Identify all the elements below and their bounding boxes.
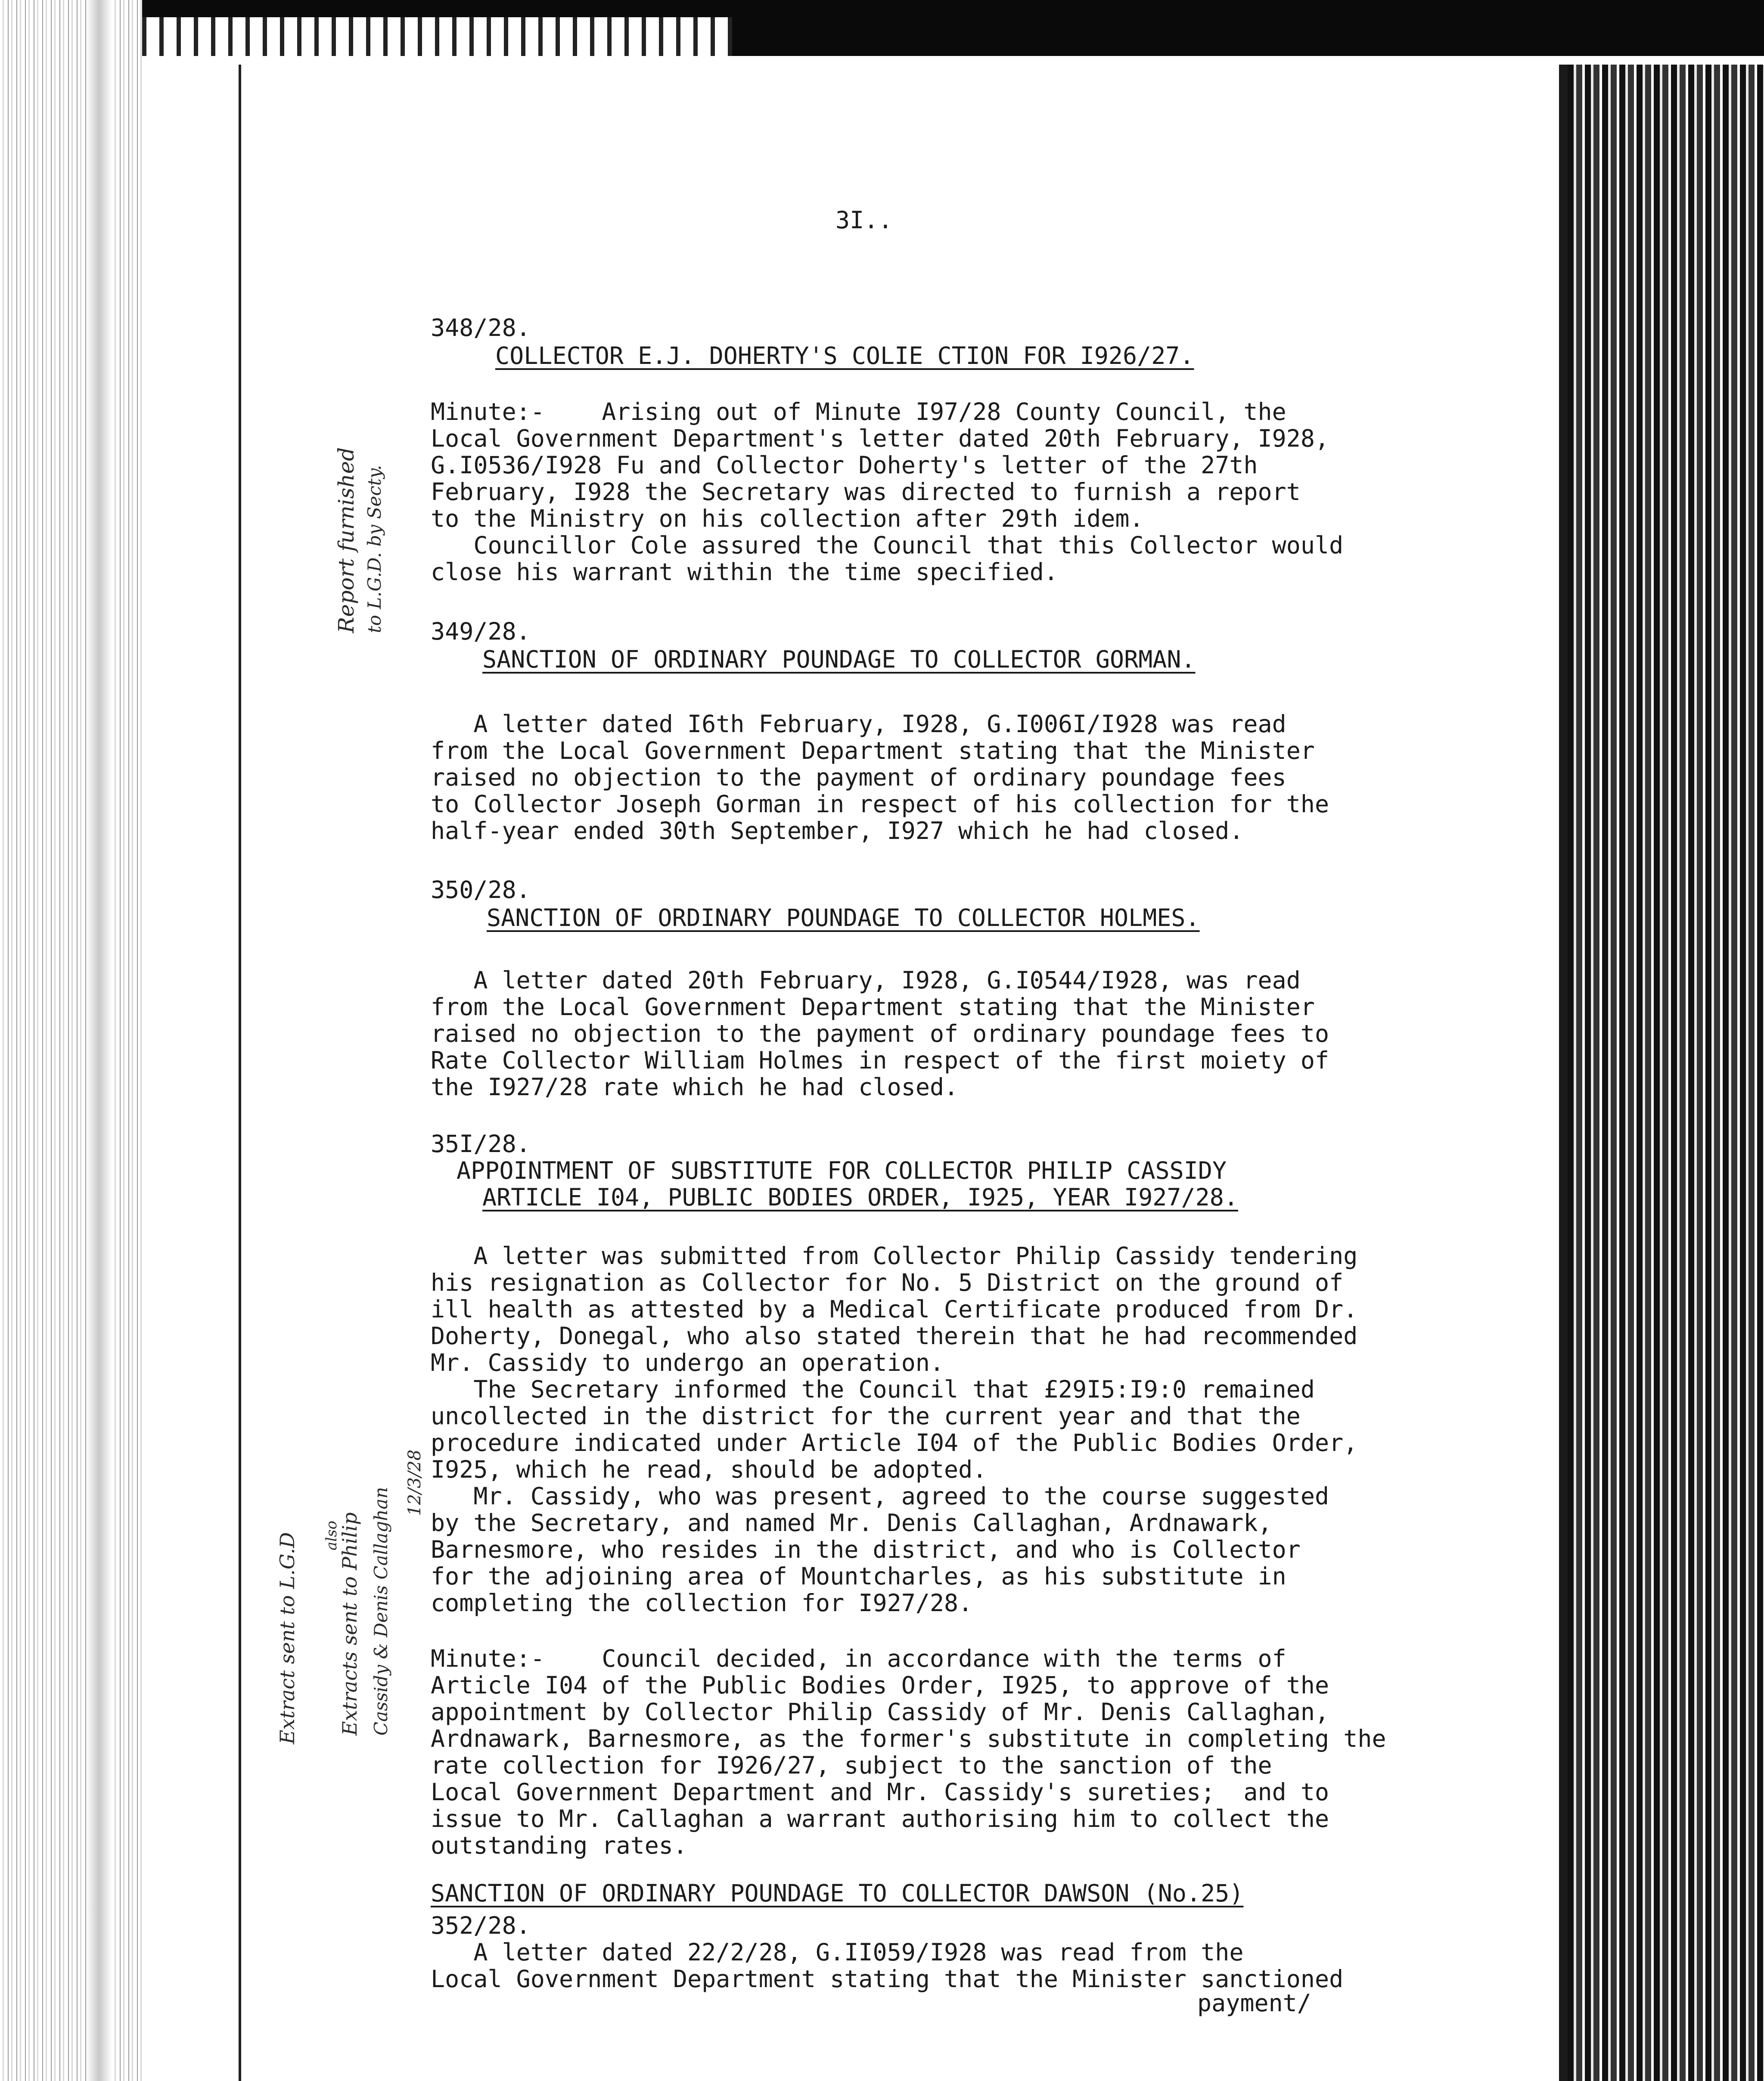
minute-line: to Collector Joseph Gorman in respect of his collection for the — [431, 790, 1329, 818]
minute-line: close his warrant within the time specified. — [431, 558, 1058, 586]
minute-line: issue to Mr. Callaghan a warrant authorising him to collect the — [431, 1805, 1329, 1833]
minute-line: from the Local Government Department stating that the Minister — [431, 737, 1315, 764]
minute-line: Ardnawark, Barnesmore, as the former's substitute in completing the — [431, 1725, 1386, 1752]
document-page — [241, 65, 1559, 2081]
minute-number-351: 35I/28. — [431, 1130, 531, 1158]
minute-line: raised no objection to the payment of ordinary poundage fees — [431, 764, 1286, 791]
minute-line: A letter dated I6th February, I928, G.I006I/I928 was read — [431, 710, 1286, 738]
minute-line: ill health as attested by a Medical Certificate produced from Dr. — [431, 1295, 1358, 1323]
minute-line: Mr. Cassidy to undergo an operation. — [431, 1349, 944, 1376]
margin-note-348: Report furnished — [334, 447, 359, 633]
minute-line: I925, which he read, should be adopted. — [431, 1456, 987, 1483]
minute-title-351-line2: ARTICLE I04, PUBLIC BODIES ORDER, I925, YEAR I927/28. — [482, 1183, 1238, 1211]
margin-note-351-date: 12/3/28 — [405, 1449, 425, 1516]
minute-line: raised no objection to the payment of ordinary poundage fees to — [431, 1020, 1329, 1047]
minute-line: Local Government Department's letter dated 20th February, I928, — [431, 425, 1329, 452]
minute-number-352: 352/28. — [431, 1912, 531, 1939]
minute-line: outstanding rates. — [431, 1832, 688, 1859]
scan-background-left-shadow — [86, 0, 112, 2081]
minute-line: half-year ended 30th September, I927 which he had closed. — [431, 817, 1244, 845]
minute-line: from the Local Government Department stating that the Minister — [431, 993, 1315, 1021]
margin-note-351-extracts: Extracts sent to Philip — [338, 1512, 361, 1736]
margin-note-348-line2: to L.G.D. by Secty. — [364, 465, 385, 633]
margin-note-351-lgd: Extract sent to L.G.D — [276, 1532, 299, 1744]
minute-line: his resignation as Collector for No. 5 District on the ground of — [431, 1269, 1344, 1296]
minute-line: Minute:- Arising out of Minute I97/28 County Council, the — [431, 398, 1286, 426]
minute-line: Councillor Cole assured the Council that this Collector would — [431, 531, 1344, 559]
minute-line: rate collection for I926/27, subject to the sanction of the — [431, 1752, 1272, 1779]
minute-line: to the Ministry on his collection after 29th idem. — [431, 505, 1144, 532]
minute-title-351: APPOINTMENT OF SUBSTITUTE FOR COLLECTOR PHILIP CASSIDY — [457, 1157, 1227, 1184]
scan-background-left — [0, 0, 142, 2081]
minute-line: February, I928 the Secretary was directed to furnish a report — [431, 478, 1301, 506]
minute-line: Local Government Department and Mr. Cassidy's sureties; and to — [431, 1778, 1329, 1806]
minute-line: Doherty, Donegal, who also stated therein that he had recommended — [431, 1322, 1358, 1350]
margin-note-351-names: Cassidy & Denis Callaghan — [370, 1487, 391, 1736]
minute-line: uncollected in the district for the current year and that the — [431, 1402, 1301, 1430]
margin-note-351-also: also — [323, 1520, 340, 1550]
minute-line: A letter was submitted from Collector Philip Cassidy tendering — [431, 1242, 1358, 1270]
minute-line: The Secretary informed the Council that £29I5:I9:0 remained — [431, 1376, 1315, 1403]
minute-number-348: 348/28. — [431, 314, 531, 342]
minute-line: A letter dated 22/2/28, G.II059/I928 was read from the — [431, 1938, 1244, 1966]
minute-line: Local Government Department stating that the Minister sanctioned — [431, 1965, 1344, 1993]
minute-line: for the adjoining area of Mountcharles, as his substitute in — [431, 1562, 1286, 1590]
page-continuation: payment/ — [1197, 1989, 1311, 2017]
page-number: 3I.. — [835, 206, 893, 234]
minute-title-348: COLLECTOR E.J. DOHERTY'S COLIE CTION FOR I926/27. — [495, 342, 1194, 370]
minute-line: Minute:- Council decided, in accordance with the terms of — [431, 1645, 1286, 1672]
minute-line: Rate Collector William Holmes in respect of the first moiety of — [431, 1047, 1329, 1074]
minute-number-349: 349/28. — [431, 618, 531, 645]
minute-line: appointment by Collector Philip Cassidy of Mr. Denis Callaghan, — [431, 1698, 1329, 1726]
minute-title-349: SANCTION OF ORDINARY POUNDAGE TO COLLECTOR GORMAN. — [482, 646, 1196, 673]
minute-line: completing the collection for I927/28. — [431, 1589, 973, 1617]
minute-line: Article I04 of the Public Bodies Order, I925, to approve of the — [431, 1671, 1329, 1699]
minute-line: A letter dated 20th February, I928, G.I0544/I928, was read — [431, 966, 1301, 994]
minute-title-350: SANCTION OF ORDINARY POUNDAGE TO COLLECTOR HOLMES. — [487, 904, 1200, 932]
scan-background-top-texture — [129, 17, 732, 56]
minute-line: Barnesmore, who resides in the district, and who is Collector — [431, 1536, 1301, 1563]
minute-line: by the Secretary, and named Mr. Denis Callaghan, Ardnawark, — [431, 1509, 1272, 1537]
minute-line: Mr. Cassidy, who was present, agreed to the course suggested — [431, 1482, 1329, 1510]
minute-number-350: 350/28. — [431, 876, 531, 904]
minute-line: procedure indicated under Article I04 of the Public Bodies Order, — [431, 1429, 1358, 1457]
page-stack-right — [1568, 65, 1764, 2081]
minute-title-352: SANCTION OF ORDINARY POUNDAGE TO COLLECTOR DAWSON (No.25) — [431, 1879, 1244, 1907]
minute-line: the I927/28 rate which he had closed. — [431, 1073, 959, 1101]
minute-line: G.I0536/I928 Fu and Collector Doherty's letter of the 27th — [431, 451, 1258, 479]
